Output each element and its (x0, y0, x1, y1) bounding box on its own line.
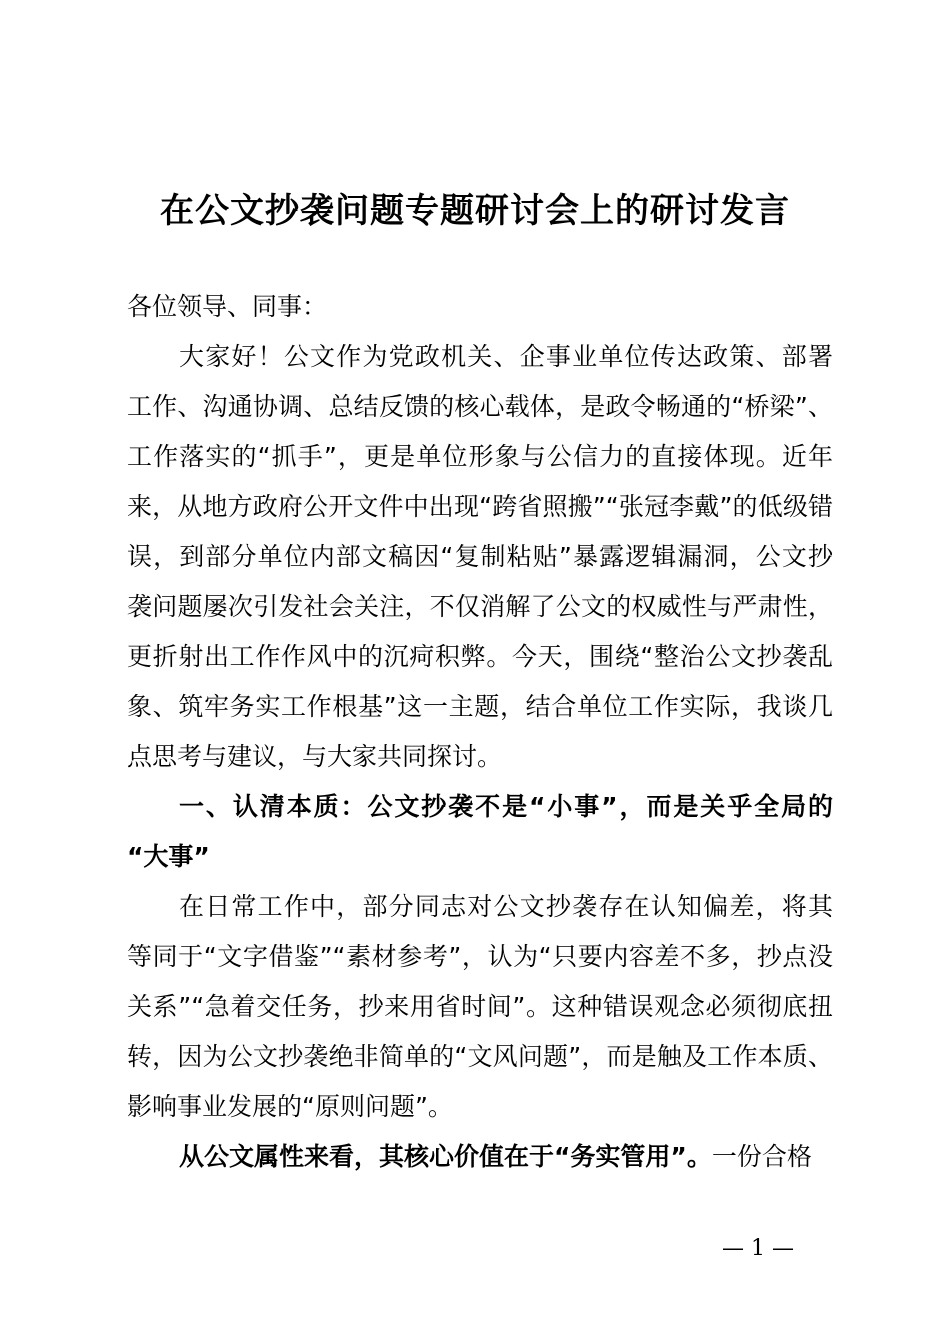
bold-lead: 从公文属性来看，其核心价值在于“务实管用”。 (179, 1142, 712, 1171)
document-body (127, 282, 833, 1182)
text-line: 转，因为公文抄袭绝非简单的“文风问题”，而是触及工作本质、 (127, 1042, 833, 1071)
document-title: 在公文抄袭问题专题研讨会上的研讨发言 (160, 191, 790, 231)
text-line: 等同于“文字借鉴”“素材参考”，认为“只要内容差不多，抄点没 (127, 942, 833, 971)
text-line: 工作、沟通协调、总结反馈的核心载体，是政令畅通的“桥梁”、 (127, 392, 833, 421)
text-line: 袭问题屡次引发社会关注，不仅消解了公文的权威性与严肃性， (127, 592, 833, 621)
page-number: — 1 — (722, 1236, 794, 1261)
text-line: 误，到部分单位内部文稿因“复制粘贴”暴露逻辑漏洞，公文抄 (127, 542, 833, 571)
heading-line: “大事” (127, 842, 210, 871)
text-line: 工作落实的“抓手”，更是单位形象与公信力的直接体现。近年 (127, 442, 833, 471)
text-line: 影响事业发展的“原则问题”。 (127, 1092, 453, 1121)
paragraph-section-1 (127, 882, 833, 1132)
text-line: 在日常工作中，部分同志对公文抄袭存在认知偏差，将其 (179, 892, 833, 921)
section-heading-1 (127, 782, 833, 882)
heading-line: 一、认清本质：公文抄袭不是“小事”，而是关乎全局的 (179, 792, 833, 821)
salutation: 各位领导、同事： (127, 292, 328, 321)
paragraph-intro (127, 332, 833, 782)
text-rest: 一份合格 (711, 1142, 812, 1171)
paragraph-attribute (127, 1132, 833, 1182)
text-line: 关系”“急着交任务，抄来用省时间”。这种错误观念必须彻底扭 (127, 992, 833, 1021)
text-line: 大家好！公文作为党政机关、企事业单位传达政策、部署 (179, 342, 833, 371)
text-line: 更折射出工作作风中的沉疴积弊。今天，围绕“整治公文抄袭乱 (127, 642, 833, 671)
text-line: 来，从地方政府公开文件中出现“跨省照搬”“张冠李戴”的低级错 (127, 492, 833, 521)
text-line: 点思考与建议，与大家共同探讨。 (127, 742, 503, 771)
text-line: 象、筑牢务实工作根基”这一主题，结合单位工作实际，我谈几 (127, 692, 833, 721)
